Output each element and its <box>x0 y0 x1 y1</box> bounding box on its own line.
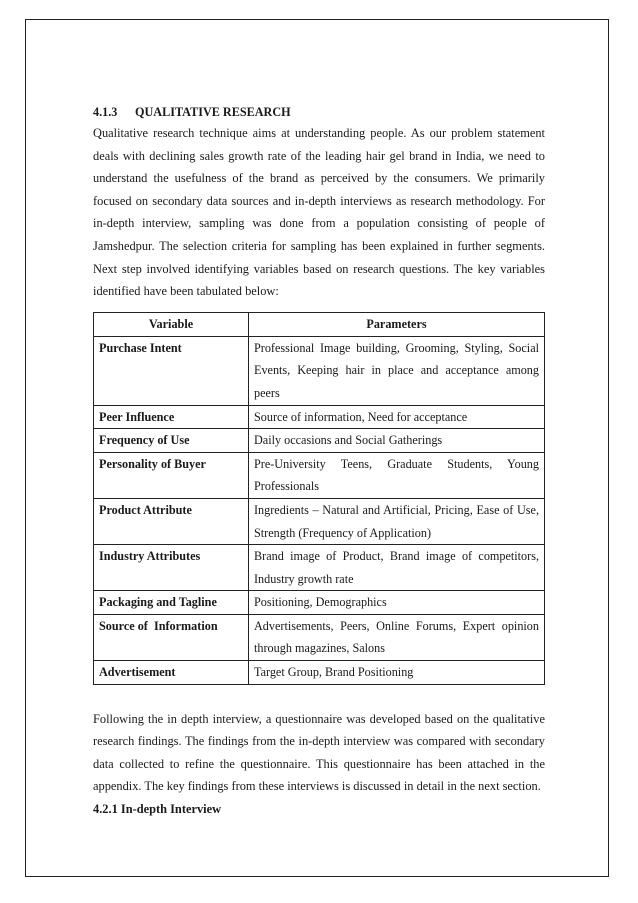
parameters-cell: Target Group, Brand Positioning <box>249 661 545 685</box>
variable-cell: Source of Information <box>94 614 249 660</box>
variable-cell: Frequency of Use <box>94 429 249 453</box>
parameters-cell: Ingredients – Natural and Artificial, Pricing, Ease of Use, Strength (Frequency of Application) <box>249 498 545 544</box>
table-row <box>94 545 545 591</box>
variable-cell: Packaging and Tagline <box>94 591 249 615</box>
table-row <box>94 405 545 429</box>
parameters-cell: Pre-University Teens, Graduate Students, Young Professionals <box>249 452 545 498</box>
variable-cell: Advertisement <box>94 661 249 685</box>
parameters-cell: Professional Image building, Grooming, Styling, Social Events, Keeping hair in place and acceptance among peers <box>249 336 545 405</box>
table-row <box>94 336 545 405</box>
table-row <box>94 591 545 615</box>
table-row <box>94 614 545 660</box>
parameters-cell: Source of information, Need for acceptance <box>249 405 545 429</box>
variables-table <box>93 312 545 685</box>
table-row <box>94 429 545 453</box>
intro-paragraph: Qualitative research technique aims at understanding people. As our problem statement deals with declining sales growth rate of the leading hair gel brand in India, we need to understand the usefulness of the brand as perceived by the consumers. We primarily focused on secondary data sources and in-depth interviews as research methodology. For in-depth interview, sampling was done from a population consisting of people of Jamshedpur. The selection criteria for sampling has been explained in further segments. Next step involved identifying variables based on research questions. The key variables identified have been tabulated below: <box>93 126 545 299</box>
parameters-cell: Positioning, Demographics <box>249 591 545 615</box>
table-row <box>94 498 545 544</box>
header-parameters: Parameters <box>249 312 545 336</box>
section-heading <box>93 104 545 120</box>
section-number: 4.1.3 <box>93 105 118 119</box>
variable-cell: Purchase Intent <box>94 336 249 405</box>
table-row <box>94 452 545 498</box>
variable-cell: Personality of Buyer <box>94 452 249 498</box>
page-content <box>93 104 545 821</box>
header-variable: Variable <box>94 312 249 336</box>
table-header-row <box>94 312 545 336</box>
parameters-cell: Daily occasions and Social Gatherings <box>249 429 545 453</box>
variable-cell: Peer Influence <box>94 405 249 429</box>
table-row <box>94 661 545 685</box>
section-title: QUALITATIVE RESEARCH <box>135 105 291 119</box>
subsection-heading: 4.2.1 In-depth Interview <box>93 802 222 817</box>
followup-paragraph: Following the in depth interview, a questionnaire was developed based on the qualitative research findings. The findings from the in-depth interview was compared with secondary data collected to refine the questionnaire. This questionnaire has been attached in the appendix. The key findings from these interviews is discussed in detail in the next section. <box>93 711 545 794</box>
parameters-cell: Advertisements, Peers, Online Forums, Expert opinion through magazines, Salons <box>249 614 545 660</box>
parameters-cell: Brand image of Product, Brand image of competitors, Industry growth rate <box>249 545 545 591</box>
variable-cell: Industry Attributes <box>94 545 249 591</box>
variable-cell: Product Attribute <box>94 498 249 544</box>
